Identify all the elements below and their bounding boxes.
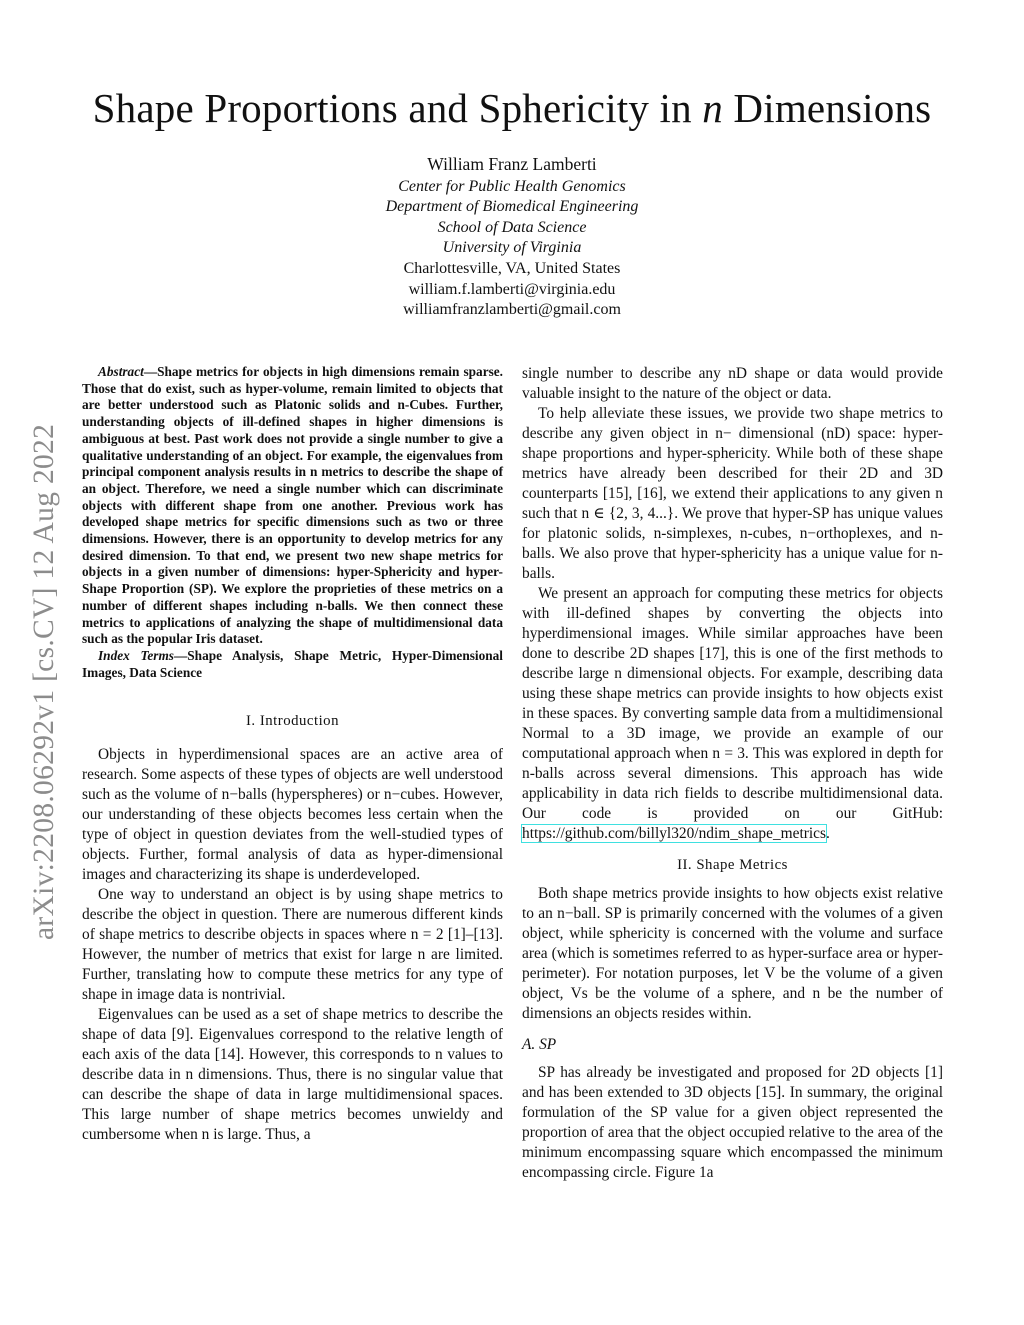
section-heading-shape-metrics: II. Shape Metrics xyxy=(677,857,788,873)
right-column xyxy=(522,364,943,1183)
right-paragraph-1: single number to describe any nD shape or data would provide valuable insight to the nature of the object or data. xyxy=(522,365,943,402)
intro-paragraph-1: Objects in hyperdimensional spaces are an active area of research. Some aspects of these types of objects are well understood such as the volume of n−balls (hyperspheres) or n−cubes. However, our understanding of these objects becomes less certain when the type of object in question deviates from the well-studied types of objects. Further, formal analysis of data as hyper-dimensional images and characterizing its shape is underdeveloped. xyxy=(82,746,503,884)
github-link[interactable]: https://github.com/billyl320/ndim_shape_metrics xyxy=(522,825,826,842)
index-terms-body: Shape Analysis, Shape Metric, Hyper-Dimensional Images, Data Science xyxy=(82,647,503,680)
paper-title: Shape Proportions and Sphericity in n Dimensions xyxy=(92,85,932,131)
author-name: William Franz Lamberti xyxy=(427,154,597,174)
right-paragraph-2: To help alleviate these issues, we provide two shape metrics to describe any given object in n− dimensional (nD) space: hyper-shape proportions and hyper-sphericity. While both of these shape metrics have already been described for their 2D and 3D counterparts [15], [16], we extend their applications to any given n such that n ∈ {2, 3, 4...}. We prove that hyper-SP has unique values for platonic solids, n-simplexes, n-cubes, n−orthoplexes, and n-balls. We also prove that hyper-sphericity has a unique value for n-balls. xyxy=(522,405,943,582)
arxiv-identifier: arXiv:2208.06292v1 [cs.CV] 12 Aug 2022 xyxy=(28,423,60,940)
intro-paragraph-3: Eigenvalues can be used as a set of shape metrics to describe the shape of data [9]. Eigenvalues correspond to the relative length of each axis of the data [14]. However, this corresponds to n values to describe data in n dimensions. Thus, there is no singular value that can describe the shape of data in large multidimensional spaces. This large number of shape metrics becomes unwieldy and cumbersome when n is large. Thus, a xyxy=(82,1006,503,1144)
author-email-secondary[interactable]: williamfranzlamberti@gmail.com xyxy=(403,301,621,319)
author-location: Charlottesville, VA, United States xyxy=(403,259,621,277)
abstract-block xyxy=(82,364,503,681)
intro-paragraph-2: One way to understand an object is by using shape metrics to describe the object in question. There are numerous different kinds of shape metrics to describe objects in spaces where n = 2 [1]–[13]. However, the number of metrics that exist for large n are limited. Further, translating how to compute these metrics for any type of shape in image data is nontrivial. xyxy=(82,886,503,1004)
index-terms: Index Terms—Shape Analysis, Shape Metric, Hyper-Dimensional Images, Data Science xyxy=(82,647,503,680)
section-heading-introduction: I. Introduction xyxy=(246,713,339,730)
abstract-text: Abstract—Shape metrics for objects in high dimensions remain sparse. Those that do exist, such as hyper-volume, remain limited to objects that are better understood such as Platonic solids and n-Cubes. Further, understanding objects of ill-defined shapes in higher dimensions is ambiguous at best. Past work does not provide a single number to give a qualitative understanding of an object. For example, the eigenvalues from principal component analysis results in n metrics to describe the shape of an object. Therefore, we need a single number which can discriminate objects with different shape from one another. Previous work has developed shape metrics for specific dimensions such as two or three dimensions. However, there is an opportunity to develop metrics for any desired dimension. To that end, we present two new shape metrics for objects in a given number of dimensions: hyper-Sphericity and hyper-Shape Proportion (SP). We explore the proprieties of these metrics on a number of different shapes including n-balls. We then connect these metrics to applications of analyzing the shape of multidimensional data such as the popular Iris dataset. xyxy=(82,364,503,647)
right-paragraph-3-text: We present an approach for computing these metrics for objects with ill-defined shapes by converting the objects into hyperdimensional images. While similar approaches have been done to describe 2D shapes [17], this is one of the first methods to describe large n dimensional objects. For example, describing data using these shape metrics can provide insights to how objects exist in these spaces. By converting sample data from a multidimensional Normal to a 3D image, we provide an example of our computational approach when n = 3. This was explored in depth for n-balls across several dimensions. This approach has wide applicability in data rich fields to describe multidimensional data. Our code is provided on our GitHub: xyxy=(522,585,943,822)
affiliation-university: University of Virginia xyxy=(442,239,582,257)
author-block xyxy=(0,154,1024,321)
affiliation-center: Center for Public Health Genomics xyxy=(398,177,626,195)
shape-metrics-paragraph: Both shape metrics provide insights to how objects exist relative to an n−ball. SP is primarily concerned with the volumes of a given object, while sphericity is concerned with the volume and surface area (which is sometimes referred to as hyper-surface area or hyper-perimeter). For notation purposes, let V be the volume of a given object, Vs be the volume of a sphere, and n be the number of dimensions an objects resides within. xyxy=(522,885,943,1022)
index-terms-label: Index Terms xyxy=(98,647,174,663)
left-column xyxy=(82,364,503,1145)
sp-paragraph: SP has already be investigated and proposed for 2D objects [1] and has been extended to 3D objects [15]. In summary, the original formulation of the SP value for a given object represented the proportion of area that the object occupied relative to the area of the minimum encompassing square which encompassed the minimum encompassing circle. Figure 1a xyxy=(522,1064,943,1181)
affiliation-school: School of Data Science xyxy=(437,218,587,236)
subsection-heading-sp: A. SP xyxy=(522,1036,557,1053)
abstract-label: Abstract xyxy=(98,364,144,379)
affiliation-department: Department of Biomedical Engineering xyxy=(385,198,639,216)
author-email-primary[interactable]: william.f.lamberti@virginia.edu xyxy=(408,280,616,298)
right-paragraph-3: We present an approach for computing these metrics for objects with ill-defined shapes by converting the objects into hyperdimensional images. While similar approaches have been done to describe 2D shapes [17], this is one of the first methods to describe large n dimensional objects. For example, describing data using these shape metrics can provide insights to how objects exist in these spaces. By converting sample data from a multidimensional Normal to a 3D image, we provide an example of our computational approach when n = 3. This was explored in depth for n-balls across several dimensions. This approach has wide applicability in data rich fields to describe multidimensional data. Our code is provided on our GitHub: https://github.com/billyl320/ndim_shape_metrics. xyxy=(522,585,943,842)
abstract-body: Shape metrics for objects in high dimensions remain sparse. Those that do exist, such as hyper-volume, remain limited to objects that are better understood such as Platonic solids and n-Cubes. Further, understanding objects of ill-defined shapes in higher dimensions is ambiguous at best. Past work does not provide a single number to give a qualitative understanding of an object. For example, the eigenvalues from principal component analysis results in n metrics to describe the shape of an object. Therefore, we need a single number which can discriminate objects with different shape from one another. Previous work has developed shape metrics for specific dimensions such as two or three dimensions. However, there is an opportunity to develop metrics for any desired dimension. To that end, we present two new shape metrics for objects in a given number of dimensions: hyper-Sphericity and hyper-Shape Proportion (SP). We explore the proprieties of these metrics on a number of different shapes including n-balls. We then connect these metrics to applications of analyzing the shape of multidimensional data such as the popular Iris dataset. xyxy=(82,364,503,647)
